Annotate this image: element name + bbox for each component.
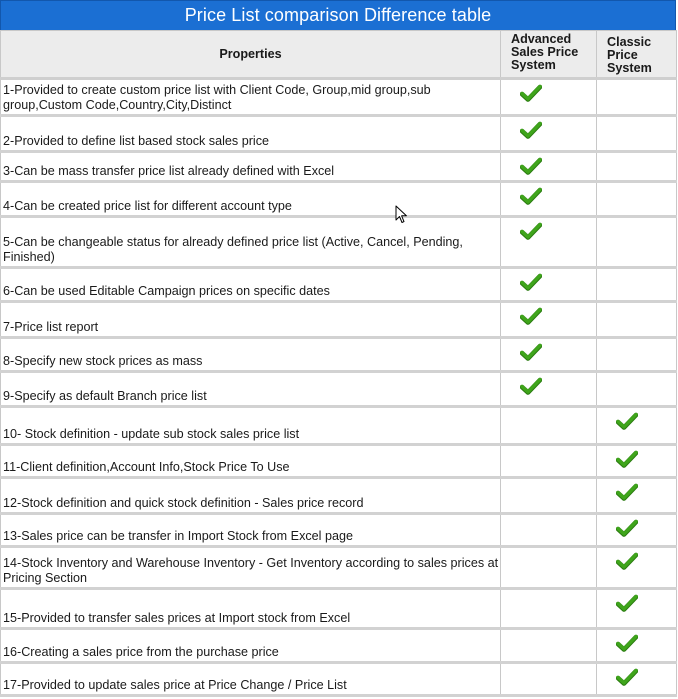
check-icon: [520, 157, 542, 175]
table-row: [1, 478, 677, 514]
header-advanced-sales-price-system: Advanced Sales Price System: [501, 31, 597, 79]
classic-system-cell: [597, 407, 677, 445]
classic-system-cell: [597, 478, 677, 514]
property-cell: 7-Price list report: [1, 302, 501, 338]
classic-system-cell: [597, 302, 677, 338]
classic-system-cell: [597, 514, 677, 547]
check-icon: [520, 343, 542, 361]
check-icon: [520, 377, 542, 395]
table-row: [1, 514, 677, 547]
table-row: [1, 372, 677, 407]
property-cell: 8-Specify new stock prices as mass: [1, 338, 501, 372]
check-icon: [520, 187, 542, 205]
table-row: [1, 407, 677, 445]
table-row: [1, 182, 677, 217]
advanced-system-cell: [501, 338, 597, 372]
classic-system-cell: [597, 547, 677, 589]
table-row: [1, 79, 677, 116]
classic-system-cell: [597, 629, 677, 663]
classic-system-cell: [597, 217, 677, 268]
advanced-system-cell: [501, 407, 597, 445]
property-cell: 1-Provided to create custom price list with Client Code, Group,mid group,sub group,Custom Code,Country,City,Distinct: [1, 79, 501, 116]
property-cell: 2-Provided to define list based stock sales price: [1, 116, 501, 152]
classic-system-cell: [597, 182, 677, 217]
classic-system-cell: [597, 589, 677, 629]
table-row: [1, 547, 677, 589]
check-icon: [520, 222, 542, 240]
property-cell: 4-Can be created price list for different account type: [1, 182, 501, 217]
advanced-system-cell: [501, 445, 597, 478]
table-row: [1, 338, 677, 372]
property-cell: 9-Specify as default Branch price list: [1, 372, 501, 407]
classic-system-cell: [597, 152, 677, 182]
check-icon: [520, 307, 542, 325]
advanced-system-cell: [501, 268, 597, 302]
table-row: [1, 116, 677, 152]
classic-system-cell: [597, 663, 677, 696]
header-classic-price-system: Classic Price System: [597, 31, 677, 79]
check-icon: [520, 273, 542, 291]
classic-system-cell: [597, 79, 677, 116]
table-row: [1, 589, 677, 629]
check-icon: [520, 84, 542, 102]
property-cell: 17-Provided to update sales price at Price Change / Price List: [1, 663, 501, 696]
comparison-table: [0, 30, 677, 697]
mouse-cursor-icon: [395, 205, 408, 224]
advanced-system-cell: [501, 589, 597, 629]
table-row: [1, 152, 677, 182]
property-cell: 3-Can be mass transfer price list already defined with Excel: [1, 152, 501, 182]
advanced-system-cell: [501, 217, 597, 268]
table-row: [1, 268, 677, 302]
check-icon: [616, 412, 638, 430]
advanced-system-cell: [501, 302, 597, 338]
classic-system-cell: [597, 445, 677, 478]
property-cell: 15-Provided to transfer sales prices at Import stock from Excel: [1, 589, 501, 629]
table-row: [1, 217, 677, 268]
property-cell: 13-Sales price can be transfer in Import Stock from Excel page: [1, 514, 501, 547]
table-row: [1, 663, 677, 696]
check-icon: [616, 519, 638, 537]
check-icon: [520, 121, 542, 139]
classic-system-cell: [597, 338, 677, 372]
advanced-system-cell: [501, 514, 597, 547]
advanced-system-cell: [501, 116, 597, 152]
check-icon: [616, 634, 638, 652]
advanced-system-cell: [501, 372, 597, 407]
advanced-system-cell: [501, 629, 597, 663]
check-icon: [616, 450, 638, 468]
check-icon: [616, 594, 638, 612]
property-cell: 16-Creating a sales price from the purchase price: [1, 629, 501, 663]
property-cell: 5-Can be changeable status for already defined price list (Active, Cancel, Pending, Finished): [1, 217, 501, 268]
property-cell: 11-Client definition,Account Info,Stock Price To Use: [1, 445, 501, 478]
advanced-system-cell: [501, 547, 597, 589]
advanced-system-cell: [501, 182, 597, 217]
classic-system-cell: [597, 372, 677, 407]
table-row: [1, 445, 677, 478]
advanced-system-cell: [501, 152, 597, 182]
check-icon: [616, 483, 638, 501]
property-cell: 6-Can be used Editable Campaign prices on specific dates: [1, 268, 501, 302]
property-cell: 10- Stock definition - update sub stock sales price list: [1, 407, 501, 445]
property-cell: 12-Stock definition and quick stock definition - Sales price record: [1, 478, 501, 514]
header-properties: Properties: [1, 31, 501, 79]
advanced-system-cell: [501, 663, 597, 696]
check-icon: [616, 668, 638, 686]
table-row: [1, 629, 677, 663]
classic-system-cell: [597, 116, 677, 152]
header-row: [1, 31, 677, 79]
classic-system-cell: [597, 268, 677, 302]
table-title: Price List comparison Difference table: [0, 0, 676, 31]
property-cell: 14-Stock Inventory and Warehouse Inventory - Get Inventory according to sales prices at Pricing Section: [1, 547, 501, 589]
advanced-system-cell: [501, 478, 597, 514]
table-row: [1, 302, 677, 338]
advanced-system-cell: [501, 79, 597, 116]
check-icon: [616, 552, 638, 570]
